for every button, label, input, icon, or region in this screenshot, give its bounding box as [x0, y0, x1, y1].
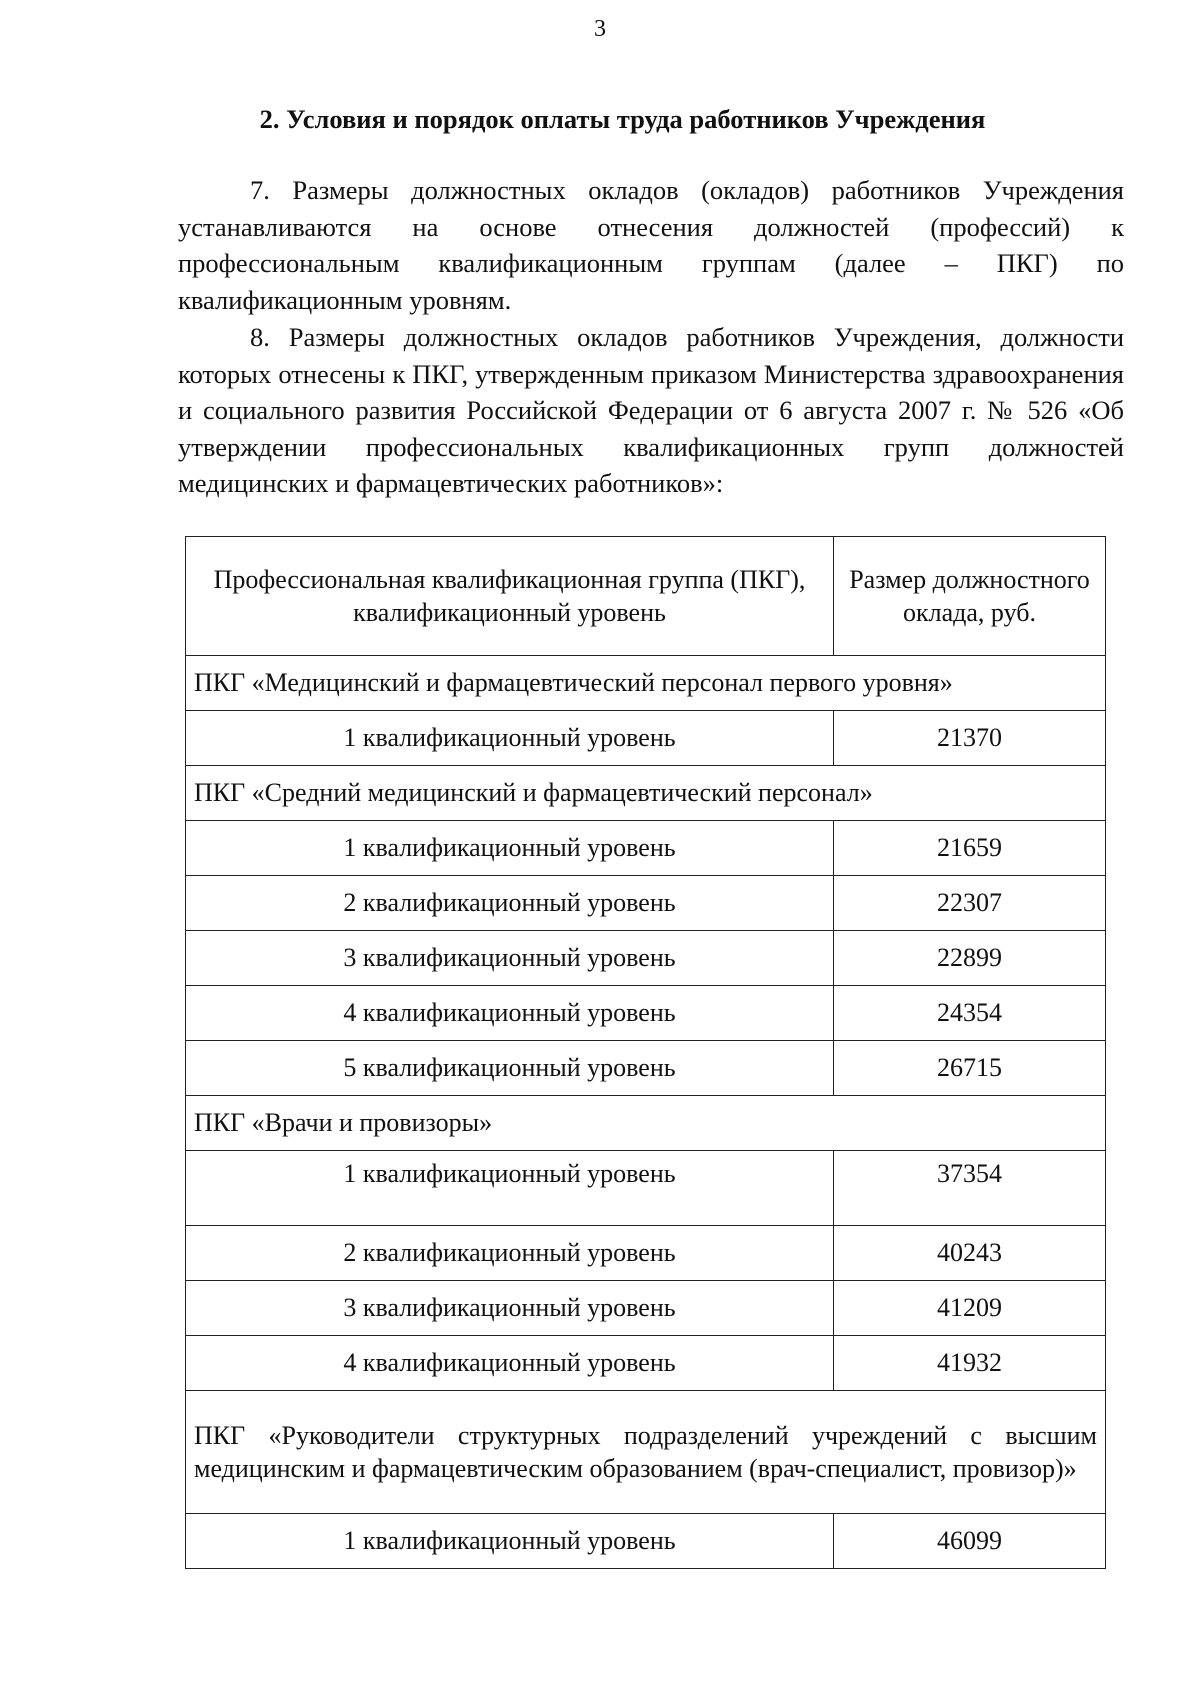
salary-value: 41932 — [834, 1336, 1106, 1391]
level-label: 5 квалификационный уровень — [186, 1041, 834, 1096]
salary-value: 46099 — [834, 1514, 1106, 1569]
group-row — [186, 656, 1106, 711]
table-header-row — [186, 537, 1106, 656]
salary-table — [185, 536, 1106, 1569]
salary-value: 21659 — [834, 821, 1106, 876]
table-row — [186, 1041, 1106, 1096]
header-group-level: Профессиональная квалификационная группа (ПКГ), квалификационный уровень — [186, 537, 834, 656]
table-row — [186, 931, 1106, 986]
salary-value: 21370 — [834, 711, 1106, 766]
group-row — [186, 1096, 1106, 1151]
salary-value: 26715 — [834, 1041, 1106, 1096]
table-row — [186, 821, 1106, 876]
table-row — [186, 711, 1106, 766]
salary-value: 37354 — [834, 1151, 1106, 1226]
table-row — [186, 986, 1106, 1041]
level-label: 4 квалификационный уровень — [186, 986, 834, 1041]
group-row — [186, 766, 1106, 821]
level-label: 1 квалификационный уровень — [186, 711, 834, 766]
table-row — [186, 1514, 1106, 1569]
group-title: ПКГ «Медицинский и фармацевтический персонал первого уровня» — [186, 656, 1106, 711]
header-salary: Размер должностного оклада, руб. — [834, 537, 1106, 656]
group-row — [186, 1391, 1106, 1514]
level-label: 2 квалификационный уровень — [186, 876, 834, 931]
level-label: 4 квалификационный уровень — [186, 1336, 834, 1391]
level-label: 2 квалификационный уровень — [186, 1226, 834, 1281]
section-title: 2. Условия и порядок оплаты труда работников Учреждения — [259, 104, 986, 134]
level-label: 1 квалификационный уровень — [186, 1514, 834, 1569]
page-number: 3 — [594, 16, 606, 42]
table-row — [186, 1336, 1106, 1391]
table-row — [186, 876, 1106, 931]
paragraph-7: 7. Размеры должностных окладов (окладов) работников Учреждения устанавливаются на основе отнесения должностей (профессий) к профессиональным квалификационным группам (далее – ПКГ) по квалификационным уровням. — [178, 175, 1124, 315]
level-label: 1 квалификационный уровень — [186, 1151, 834, 1226]
paragraph-8: 8. Размеры должностных окладов работников Учреждения, должности которых отнесены к ПКГ, утвержденным приказом Министерства здравоохранения и социального развития Российской Федерации от 6 августа 2007 г. № 526 «Об утверждении профессиональных квалификационных групп должностей медицинских и фармацевтических работников»: — [178, 322, 1124, 498]
level-label: 3 квалификационный уровень — [186, 931, 834, 986]
table-row — [186, 1281, 1106, 1336]
table-row — [186, 1226, 1106, 1281]
salary-value: 24354 — [834, 986, 1106, 1041]
group-title: ПКГ «Врачи и провизоры» — [186, 1096, 1106, 1151]
group-title: ПКГ «Средний медицинский и фармацевтический персонал» — [186, 766, 1106, 821]
level-label: 1 квалификационный уровень — [186, 821, 834, 876]
salary-value: 22899 — [834, 931, 1106, 986]
table-row — [186, 1151, 1106, 1226]
level-label: 3 квалификационный уровень — [186, 1281, 834, 1336]
salary-value: 41209 — [834, 1281, 1106, 1336]
salary-value: 40243 — [834, 1226, 1106, 1281]
salary-value: 22307 — [834, 876, 1106, 931]
group-title: ПКГ «Руководители структурных подразделений учреждений с высшим медицинским и фармацевтическим образованием (врач-специалист, провизор)» — [186, 1391, 1106, 1514]
